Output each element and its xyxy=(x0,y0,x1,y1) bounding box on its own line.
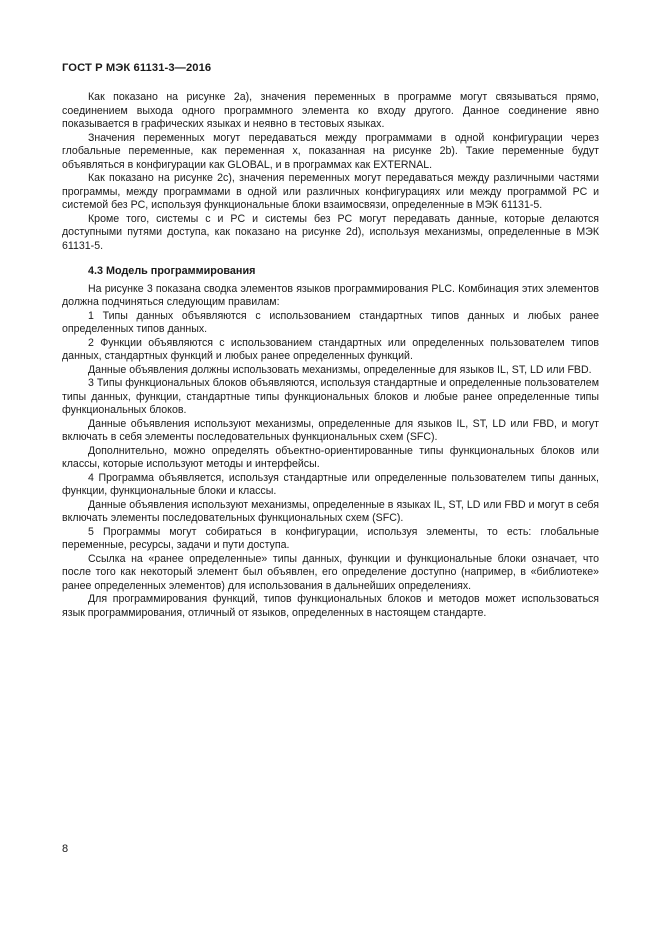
paragraph: Как показано на рисунке 2а), значения переменных в программе могут связываться прямо, соединением выхода одного программного элемента ко входу другого. Данное соединение явно показывается в графических языках и неявно в тестовых языках. xyxy=(62,91,599,130)
paragraph: Данные объявления используют механизмы, определенные в языках IL, ST, LD или FBD и могут в себя включать элементы последовательных функциональных схем (SFC). xyxy=(62,498,599,524)
paragraph: 5 Программы могут собираться в конфигурации, используя элементы, то есть: глобальные переменные, ресурсы, задачи и пути доступа. xyxy=(62,525,599,551)
paragraph: Как показано на рисунке 2c), значения переменных могут передаваться между различными частями программы, между программами в одной или различных конфигурациях или между программой PC и системой без PC, используя функциональные блоки взаимосвязи, определенные в МЭК 61131-5. xyxy=(62,172,599,211)
paragraph: 4 Программа объявляется, используя стандартные или определенные пользователем типы данных, функции, функциональные блоки и классы. xyxy=(62,471,599,497)
paragraph: Кроме того, системы с и PC и системы без PC могут передавать данные, которые делаются доступными путями доступа, как показано на рисунке 2d), используя механизмы, определенные в МЭК 61131-5. xyxy=(62,212,599,252)
section-heading: 4.3 Модель программирования xyxy=(88,265,256,277)
paragraph: На рисунке 3 показана сводка элементов языков программирования PLC. Комбинация этих элементов должна подчиняться следующим правилам: xyxy=(62,282,599,308)
document-header: ГОСТ Р МЭК 61131-3—2016 xyxy=(62,62,212,74)
paragraph: Данные объявления должны использовать механизмы, определенные для языков IL, ST, LD или FBD. xyxy=(88,363,592,376)
page-body xyxy=(62,91,599,620)
paragraph: Данные объявления используют механизмы, определенные для языков IL, ST, LD или FBD, и могут включать в себя элементы последовательных функциональных схем (SFC). xyxy=(62,417,599,443)
paragraph: 2 Функции объявляются с использованием стандартных или определенных пользователем типов данных, стандартных функций и любых ранее определенных функций. xyxy=(62,336,599,362)
paragraph: Для программирования функций, типов функциональных блоков и методов может использоваться язык программирования, отличный от языков, определенных в настоящем стандарте. xyxy=(62,593,599,619)
paragraph: 1 Типы данных объявляются с использованием стандартных типов данных и любых ранее определенных типов данных. xyxy=(62,309,599,335)
paragraph: Значения переменных могут передаваться между программами в одной конфигурации через глобальные переменные, как переменная x, показанная на рисунке 2b). Такие переменные будут объявляться в конфигурации как GLOBAL, и в программах как EXTERNAL. xyxy=(62,131,599,171)
paragraph: Ссылка на «ранее определенные» типы данных, функции и функциональные блоки означает, что после того как некоторый элемент был объявлен, его определение доступно (например, в «библиотеке» ранее определенных элементов) для использования в дальнейших определениях. xyxy=(62,552,599,592)
paragraph: Дополнительно, можно определять объектно-ориентированные типы функциональных блоков или классы, которые используют методы и интерфейсы. xyxy=(62,444,599,470)
page-number: 8 xyxy=(62,843,69,855)
paragraph: 3 Типы функциональных блоков объявляются, используя стандартные и определенные пользователем типы данных, функции, стандартные типы функциональных блоков и любые ранее определенные типы функциональных блоков. xyxy=(62,377,599,416)
